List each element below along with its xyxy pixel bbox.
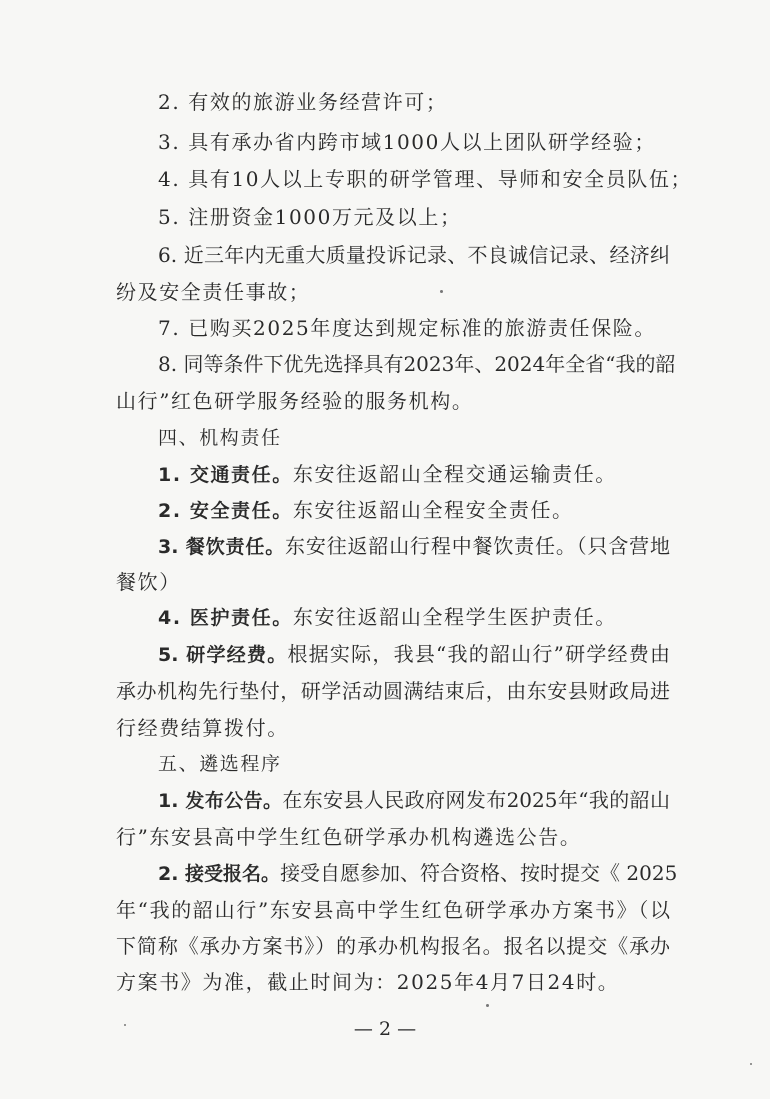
duty-1-text: 东安往返韶山全程交通运输责任。: [292, 462, 617, 486]
step-1-line-1: [158, 788, 670, 813]
step-2-line-1: [158, 861, 678, 886]
item-6-line-2: 纷及安全责任事故；: [116, 280, 311, 304]
duty-1: [158, 462, 670, 487]
duty-5-title: 5. 研学经费。: [158, 644, 288, 666]
item-6-line-1: 6. 近三年内无重大质量投诉记录、不良诚信记录、经济纠: [158, 243, 670, 267]
item-8-line-2: 山行”红色研学服务经验的服务机构。: [116, 389, 474, 413]
duty-2-text: 东安往返韶山全程安全责任。: [292, 498, 574, 522]
step-1-title: 1. 发布公告。: [158, 790, 283, 812]
item-2: 2. 有效的旅游业务经营许可；: [158, 90, 448, 114]
duty-4-title: 4. 医护责任。: [158, 607, 293, 629]
item-5: 5. 注册资金1000万元及以上；: [158, 205, 462, 229]
step-1-text: 在东安县人民政府网发布2025年“我的韶山: [282, 788, 670, 812]
duty-3-title: 3. 餐饮责任。: [158, 536, 286, 558]
duty-3-text: 东安往返韶山行程中餐饮责任。（只含营地: [285, 534, 670, 558]
section-5-heading: 五、遴选程序: [158, 753, 282, 775]
item-7: 7. 已购买2025年度达到规定标准的旅游责任保险。: [158, 316, 656, 340]
duty-5-text: 根据实际，我县“我的韶山行”研学经费由: [287, 642, 670, 666]
page-number: — 2 —: [353, 1018, 417, 1040]
item-3: 3. 具有承办省内跨市域1000人以上团队研学经验；: [158, 130, 656, 154]
step-2-line-4: 方案书》为准，截止时间为：2025年4月7日24时。: [116, 970, 620, 994]
duty-5-line-2: 承办机构先行垫付，研学活动圆满结束后，由东安县财政局进: [116, 679, 670, 703]
step-2-title: 2. 接受报名。: [158, 863, 281, 885]
duty-1-title: 1. 交通责任。: [158, 464, 293, 486]
item-4: 4. 具有10人以上专职的研学管理、导师和安全员队伍；: [158, 167, 693, 191]
duty-4-text: 东安往返韶山全程学生医护责任。: [292, 605, 617, 629]
duty-3-line-1: [158, 534, 670, 559]
duty-2-title: 2. 安全责任。: [158, 500, 293, 522]
item-8-line-1: 8. 同等条件下优先选择具有2023年、2024年全省“我的韶: [158, 352, 676, 376]
duty-5-line-1: [158, 642, 670, 667]
step-2-line-3: 下简称《承办方案书》）的承办机构报名。报名以提交《承办: [116, 934, 670, 958]
scan-speck: [486, 1004, 489, 1007]
duty-4: [158, 605, 670, 630]
scan-speck: [750, 1063, 752, 1065]
step-2-line-2: 年“我的韶山行”东安县高中学生红色研学承办方案书》（以: [116, 898, 670, 922]
scan-speck: [124, 1024, 126, 1026]
step-2-text: 接受自愿参加、符合资格、按时提交《 2025: [280, 861, 678, 885]
step-1-line-2: 行”东安县高中学生红色研学承办机构遴选公告。: [116, 825, 582, 849]
scan-speck: [440, 290, 443, 293]
duty-3-line-2: 餐饮）: [116, 570, 181, 594]
section-4-heading: 四、机构责任: [158, 427, 282, 449]
duty-2: [158, 498, 670, 523]
duty-5-line-3: 行经费结算拨付。: [116, 716, 289, 740]
